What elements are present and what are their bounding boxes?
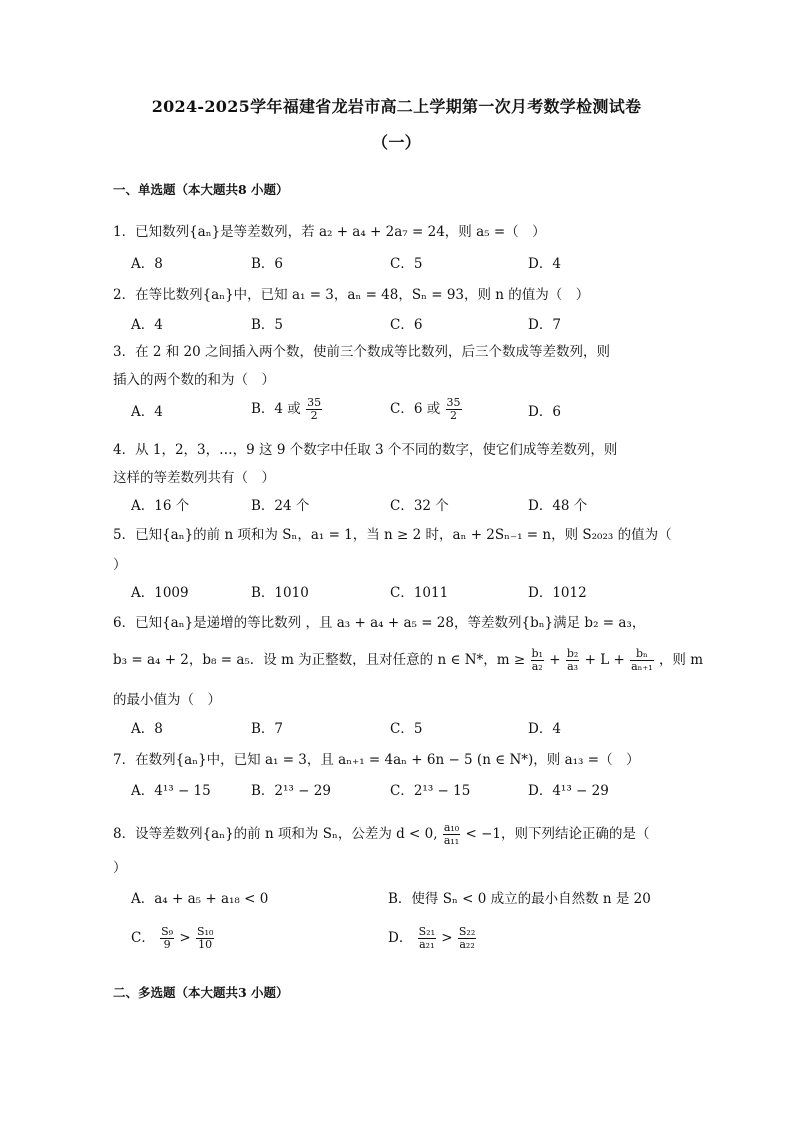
question-8-option-a: A．a₄ + a₅ + a₁₈ < 0 — [131, 891, 269, 907]
question-8-option-c — [131, 926, 215, 951]
fraction — [446, 397, 462, 422]
greater-than-sign: > — [441, 930, 453, 946]
question-5-option-a: A．1009 — [131, 585, 189, 601]
question-8-stem-tail: < −1，则下列结论正确的是（ — [465, 826, 650, 842]
fraction-numerator: S₁₀ — [197, 925, 214, 938]
question-5-option-c: C．1011 — [390, 585, 449, 601]
question-2-option-c: C．6 — [390, 317, 423, 333]
fraction-denominator: a₃ — [567, 660, 579, 673]
fraction-denominator: 10 — [198, 938, 213, 951]
question-4-option-c: C．32 个 — [390, 498, 449, 514]
fraction — [458, 926, 476, 951]
fraction-denominator: a₁₁ — [443, 834, 460, 847]
question-7-option-d: D．4¹³ − 29 — [528, 783, 609, 799]
question-3-stem-line-1: 3．在 2 和 20 之间插入两个数，使前三个数成等比数列，后三个数成等差数列，则 — [113, 344, 611, 360]
plus-sign: + — [549, 652, 561, 668]
fraction — [531, 648, 544, 673]
section-heading-multiple-choice: 二、多选题（本大题共3 小题） — [113, 985, 289, 1000]
question-3-option-a: A．4 — [131, 404, 163, 420]
question-6-condition-tail: ，则 m — [658, 652, 704, 668]
greater-than-sign: > — [179, 930, 191, 946]
fraction-numerator: bₙ — [630, 648, 654, 661]
question-6-stem-line-3: 的最小值为（ ） — [113, 692, 221, 708]
question-4-option-d: D．48 个 — [528, 498, 588, 514]
fraction-denominator: aₙ₊₁ — [631, 660, 653, 673]
question-6-condition-text: b₃ = a₄ + 2，b₈ = a₅．设 m 为正整数，且对任意的 n ∈ N*，m ≥ — [113, 652, 526, 668]
question-8-option-b: B．使得 Sₙ < 0 成立的最小自然数 n 是 20 — [388, 891, 651, 907]
question-3-option-c-label: C．6 或 — [390, 401, 441, 417]
fraction-numerator: b₁ — [531, 647, 543, 660]
fraction — [630, 648, 654, 673]
question-5-option-b: B．1010 — [251, 585, 309, 601]
question-8-stem-line-2: ） — [113, 860, 127, 876]
fraction — [306, 397, 322, 422]
question-1-option-a: A．8 — [131, 256, 163, 272]
question-6-option-a: A．8 — [131, 721, 163, 737]
fraction-numerator: S₂₂ — [458, 925, 476, 938]
question-8-stem-line-1 — [113, 822, 673, 847]
fraction-numerator: 35 — [307, 396, 322, 409]
question-6-stem-line-2 — [113, 647, 704, 673]
question-7-stem: 7．在数列{aₙ}中，已知 a₁ = 3，且 aₙ₊₁ = 4aₙ + 6n − 5 (n ∈ N*)，则 a₁₃ =（ ） — [113, 752, 640, 768]
fraction-numerator: b₂ — [566, 647, 579, 660]
question-3-option-b-label: B．4 或 — [251, 401, 301, 417]
fraction-numerator: S₂₁ — [418, 925, 435, 938]
document-subtitle: （一） — [372, 133, 421, 152]
question-4-option-a: A．16 个 — [131, 498, 190, 514]
fraction-numerator: S₉ — [161, 925, 174, 938]
question-7-option-c: C．2¹³ − 15 — [390, 783, 471, 799]
fraction-numerator: 35 — [446, 396, 461, 409]
fraction — [566, 648, 579, 673]
question-6-option-d: D．4 — [528, 721, 561, 737]
ellipsis-terms: + L + — [584, 652, 625, 668]
question-6-option-c: C．5 — [390, 721, 423, 737]
document-title: 2024-2025学年福建省龙岩市高二上学期第一次月考数学检测试卷 — [151, 97, 642, 116]
fraction-numerator: a₁₀ — [443, 821, 460, 834]
fraction-denominator: a₂₂ — [459, 938, 475, 951]
question-4-stem-line-2: 这样的等差数列共有（ ） — [113, 470, 275, 486]
question-8-option-d — [388, 926, 477, 951]
question-2-option-b: B．5 — [251, 317, 284, 333]
question-3-option-c — [390, 397, 463, 422]
question-2-option-a: A．4 — [131, 317, 163, 333]
question-3-option-b — [251, 397, 323, 422]
fraction — [418, 926, 436, 951]
question-1-stem: 1．已知数列{aₙ}是等差数列，若 a₂ + a₄ + 2a₇ = 24，则 a₅ =（ ） — [113, 224, 546, 240]
question-8-option-c-label: C． — [131, 930, 155, 946]
question-5-stem-line-2: ） — [113, 557, 127, 573]
question-1-option-d: D．4 — [528, 256, 561, 272]
fraction-denominator: a₂ — [531, 660, 543, 673]
fraction — [196, 926, 214, 951]
question-3-stem-line-2: 插入的两个数的和为（ ） — [113, 372, 275, 388]
question-8-stem-text: 8．设等差数列{aₙ}的前 n 项和为 Sₙ，公差为 d < 0, — [113, 826, 438, 842]
question-8-option-d-label: D． — [388, 930, 413, 946]
fraction-denominator: 9 — [163, 938, 171, 951]
fraction-denominator: 2 — [450, 409, 458, 422]
question-5-stem-line-1: 5．已知{aₙ}的前 n 项和为 Sₙ，a₁ = 1，当 n ≥ 2 时，aₙ + 2Sₙ₋₁ = n，则 S₂₀₂₃ 的值为（ — [113, 527, 672, 543]
question-5-option-d: D．1012 — [528, 585, 587, 601]
question-6-stem-line-1: 6．已知{aₙ}是递增的等比数列 ，且 a₃ + a₄ + a₅ = 28，等差数列{bₙ}满足 b₂ = a₃， — [113, 615, 646, 631]
section-heading-single-choice: 一、单选题（本大题共8 小题） — [113, 182, 289, 197]
question-4-stem-line-1: 4．从 1，2，3，…，9 这 9 个数字中任取 3 个不同的数字，使它们成等差数列，则 — [113, 442, 618, 458]
question-7-option-a: A．4¹³ − 15 — [131, 783, 211, 799]
question-2-stem: 2．在等比数列{aₙ}中，已知 a₁ = 3，aₙ = 48，Sₙ = 93，则 n 的值为（ ） — [113, 287, 590, 303]
question-1-option-c: C．5 — [390, 256, 423, 272]
fraction — [160, 926, 174, 951]
fraction — [443, 822, 460, 847]
question-4-option-b: B．24 个 — [251, 498, 310, 514]
fraction-denominator: a₂₁ — [419, 938, 435, 951]
question-6-option-b: B．7 — [251, 721, 284, 737]
question-2-option-d: D．7 — [528, 317, 561, 333]
question-7-option-b: B．2¹³ − 29 — [251, 783, 331, 799]
question-3-option-d: D．6 — [528, 404, 561, 420]
question-1-option-b: B．6 — [251, 256, 284, 272]
fraction-denominator: 2 — [310, 409, 318, 422]
